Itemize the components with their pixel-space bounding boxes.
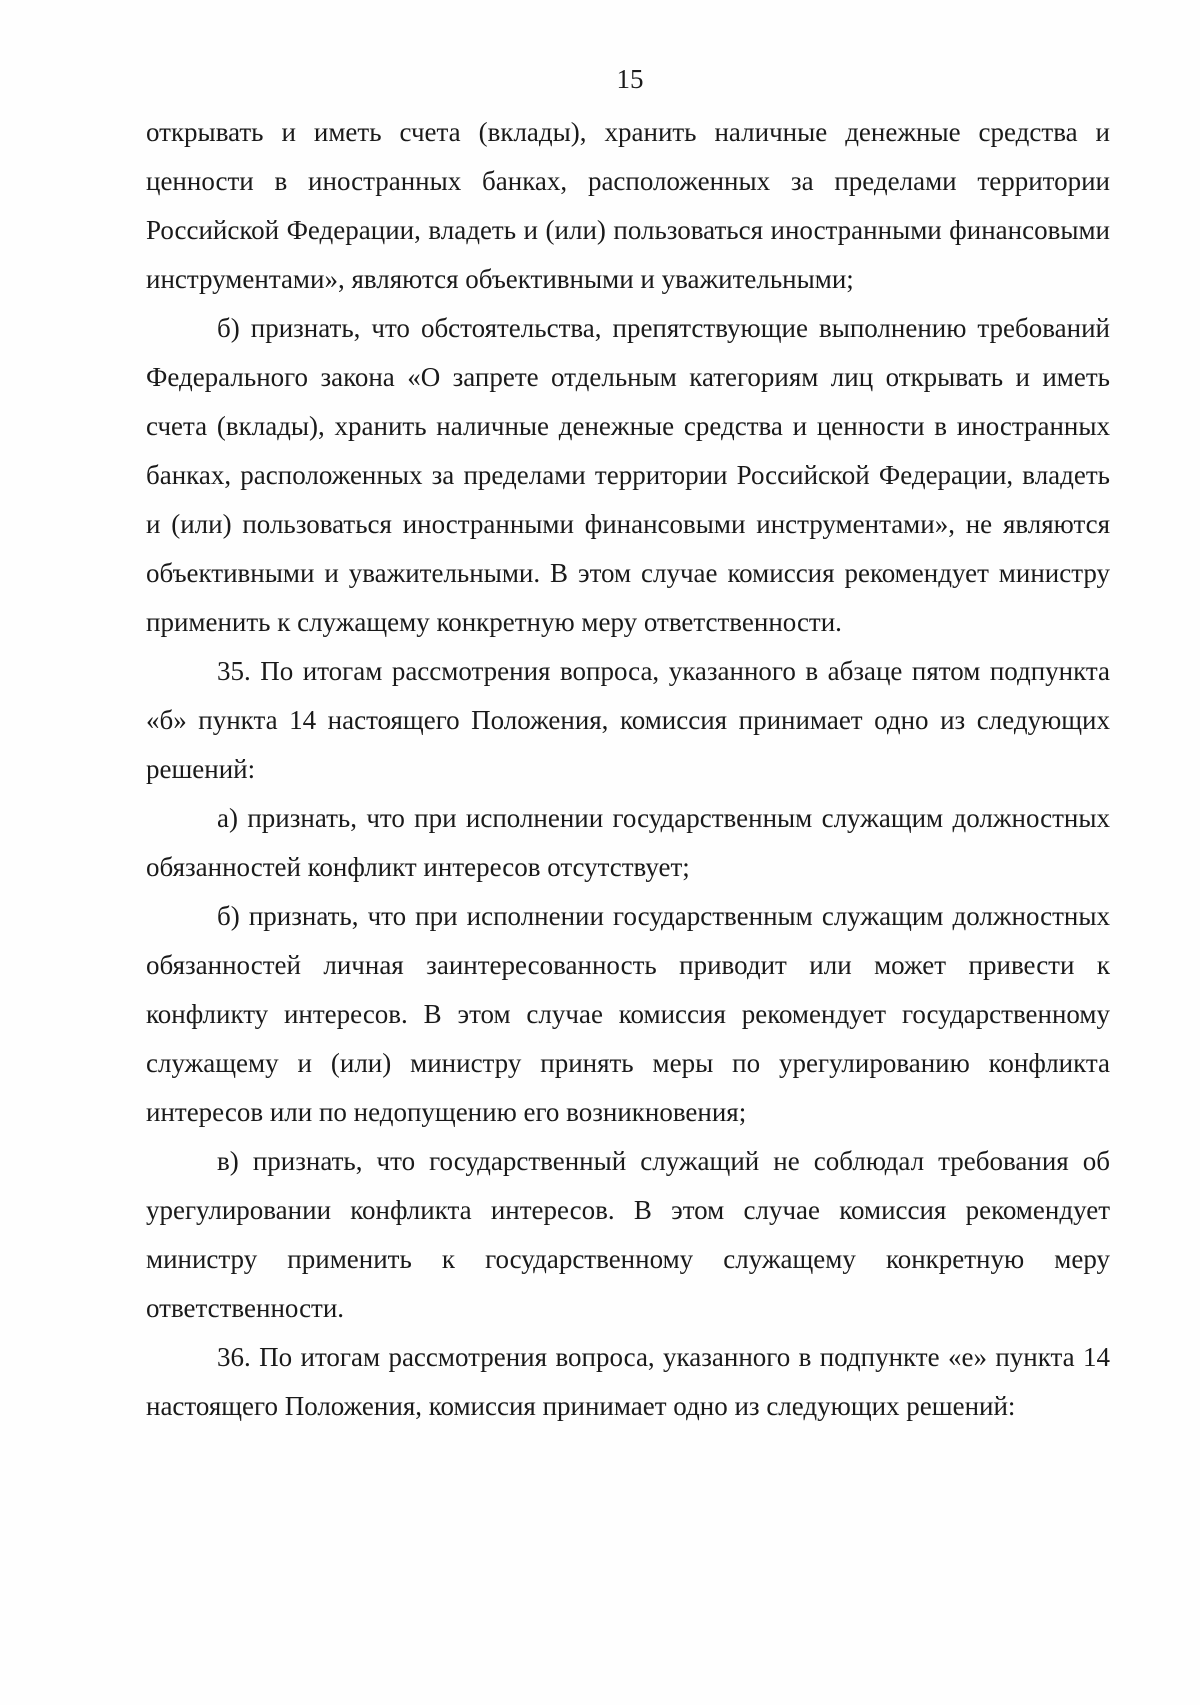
document-body [146, 108, 1110, 1431]
paragraph-section-35: 35. По итогам рассмотрения вопроса, указанного в абзаце пятом подпункта «б» пункта 14 настоящего Положения, комиссия принимает одно из следующих решений: [146, 656, 1110, 784]
page-number: 15 [616, 64, 644, 94]
paragraph-item-v-not-complied: в) признать, что государственный служащий не соблюдал требования об урегулировании конфликта интересов. В этом случае комиссия рекомендует министру применить к государственному служащему конкретную меру ответственности. [146, 1146, 1110, 1323]
paragraph-continuation: открывать и иметь счета (вклады), хранить наличные денежные средства и ценности в иностранных банках, расположенных за пределами территории Российской Федерации, владеть и (или) пользоваться иностранными финансовыми инструментами», являются объективными и уважительными; [146, 117, 1110, 294]
paragraph-section-36: 36. По итогам рассмотрения вопроса, указанного в подпункте «е» пункта 14 настоящего Положения, комиссия принимает одно из следующих решений: [146, 1342, 1110, 1421]
paragraph-item-a-no-conflict: а) признать, что при исполнении государственным служащим должностных обязанностей конфликт интересов отсутствует; [146, 803, 1110, 882]
paragraph-item-b-foreign-accounts: б) признать, что обстоятельства, препятствующие выполнению требований Федерального закона «О запрете отдельным категориям лиц открывать и иметь счета (вклады), хранить наличные денежные средства и ценности в иностранных банках, расположенных за пределами территории Российской Федерации, владеть и (или) пользоваться иностранными финансовыми инструментами», не являются объективными и уважительными. В этом случае комиссия рекомендует министру применить к служащему конкретную меру ответственности. [146, 313, 1110, 637]
paragraph-item-b-conflict-possible: б) признать, что при исполнении государственным служащим должностных обязанностей личная заинтересованность приводит или может привести к конфликту интересов. В этом случае комиссия рекомендует государственному служащему и (или) министру принять меры по урегулированию конфликта интересов или по недопущению его возникновения; [146, 901, 1110, 1127]
